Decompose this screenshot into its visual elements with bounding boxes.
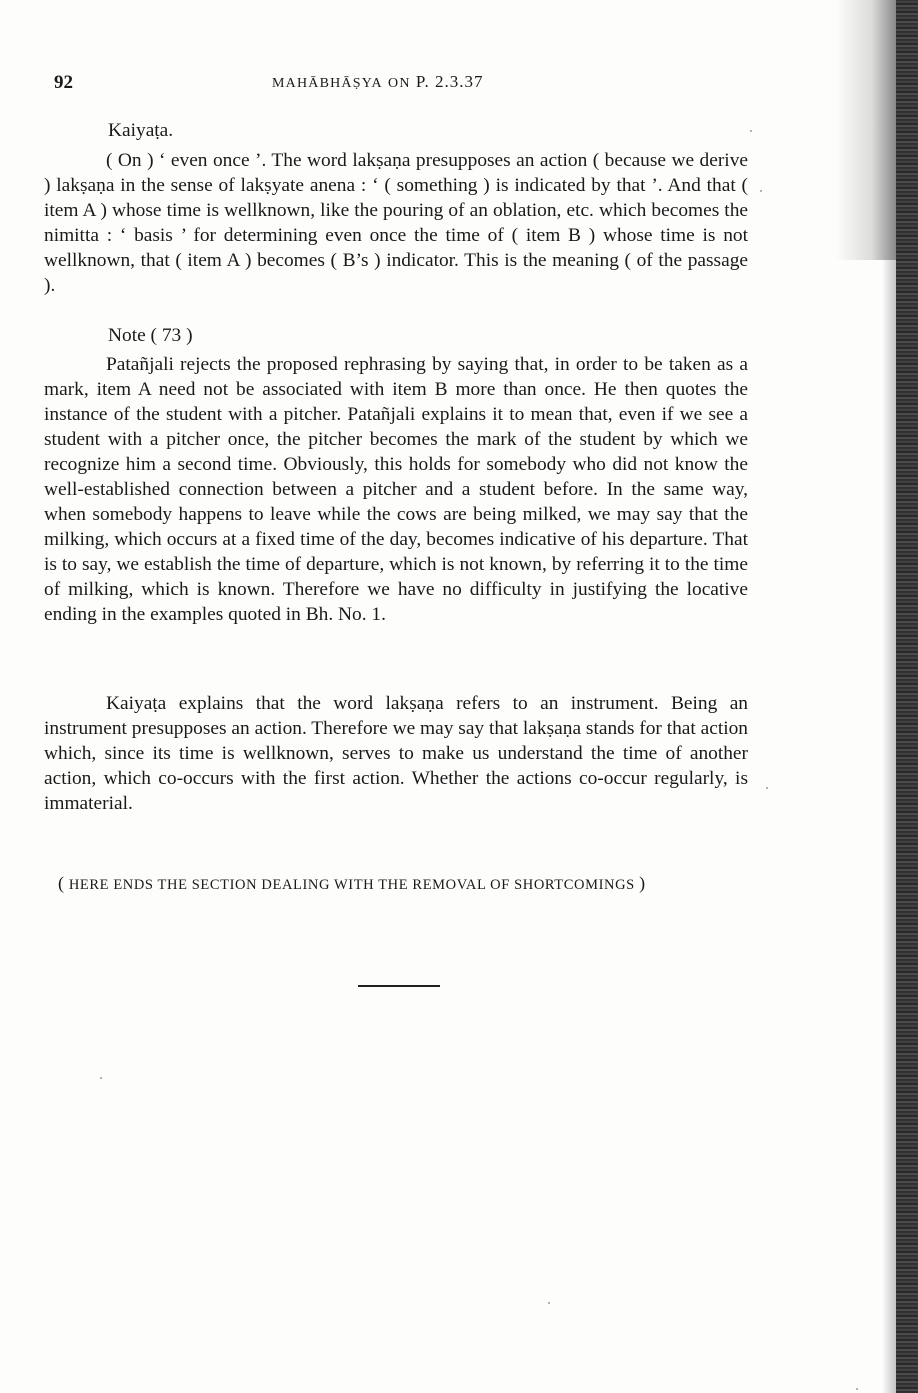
paragraph: Patañjali rejects the proposed rephrasing by saying that, in order to be taken as a mark, item A need not be associated with item B more than once. He then quotes the instance of the student with a pitcher. Patañjali explains it to mean that, even if we see a student with a pitcher once, the pitcher becomes the mark of the student by which we recognize him a second time. Obviously, this holds for somebody who did not know the well-established connection between a pitcher and a student before. In the same way, when somebody happens to leave while the cows are being milked, we may say that the milking, which occurs at a fixed time of the day, becomes indicative of his departure. That is to say, we establish the time of departure, which is not known, by referring it to the time of milking, which is known. Therefore we have no difficulty in justifying the locative ending in the examples quoted in Bh. No. 1.: [44, 354, 748, 625]
scan-speck: [548, 1302, 550, 1304]
scan-speck: [856, 1388, 858, 1390]
page-header: [54, 72, 834, 98]
section-end-note: [58, 873, 758, 894]
book-binding-edge: [896, 0, 918, 1393]
running-head-title: MAHĀBHĀṢYA: [272, 76, 383, 91]
end-rule: [358, 985, 440, 987]
kaiyata-commentary: [44, 148, 748, 298]
section-heading-kaiyata: Kaiyaṭa.: [108, 120, 174, 141]
page-number: 92: [54, 72, 73, 93]
running-head: [272, 72, 484, 92]
binding-shadow: [836, 0, 896, 260]
section-heading-note: Note ( 73 ): [108, 325, 193, 346]
open-paren: (: [58, 873, 65, 893]
scan-speck: [100, 1077, 102, 1079]
running-head-on: ON: [388, 76, 411, 91]
scan-speck: [750, 130, 752, 132]
binding-shadow-lower: [882, 260, 896, 1393]
paragraph: ( On ) ‘ even once ’. The word lakṣaṇa presupposes an action ( because we derive ) lakṣaṇa in the sense of lakṣyate anena : ‘ ( something ) is indicated by that ’. And that ( item A ) whose time is wellknown, like the pouring of an oblation, etc. which becomes the nimitta : ‘ basis ’ for determining even once the time of ( item B ) whose time is not wellknown, that ( item A ) becomes ( B’s ) indicator. This is the meaning ( of the passage ).: [44, 150, 748, 296]
closing-text: HERE ENDS THE SECTION DEALING WITH THE REMOVAL OF SHORTCOMINGS: [68, 877, 635, 893]
note-body: [44, 352, 748, 627]
close-paren: ): [639, 873, 646, 893]
scan-speck: [766, 787, 768, 789]
scan-speck: [760, 190, 762, 192]
note-body-continued: [44, 691, 748, 816]
running-head-reference: P. 2.3.37: [415, 72, 484, 91]
paragraph: Kaiyaṭa explains that the word lakṣaṇa refers to an instrument. Being an instrument presupposes an action. Therefore we may say that lakṣaṇa stands for that action which, since its time is wellknown, serves to make us understand the time of another action, which co-occurs with the first action. Whether the actions co-occur regularly, is immaterial.: [44, 693, 748, 814]
